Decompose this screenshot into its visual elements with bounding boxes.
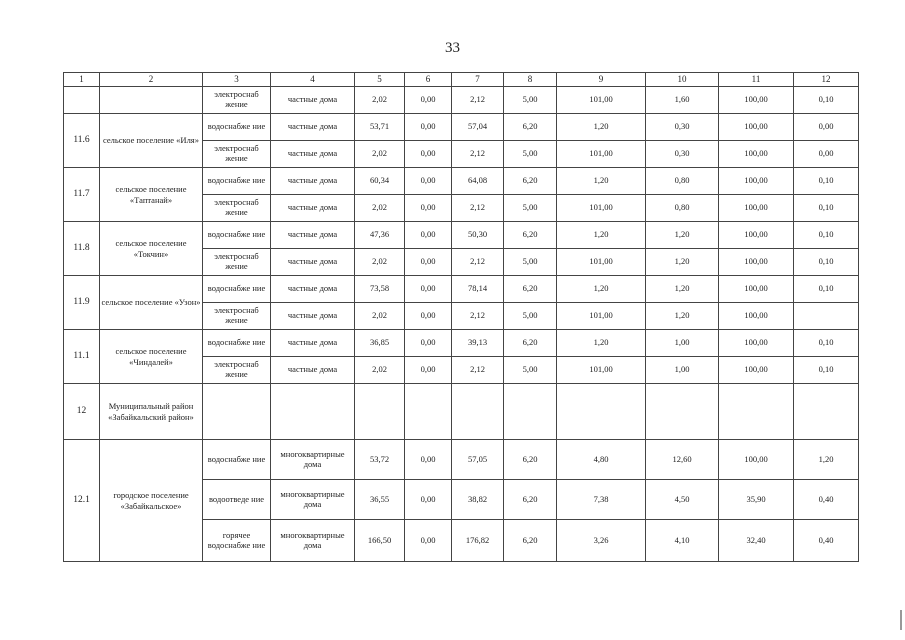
- service-type-cell: электроснаб жение: [203, 141, 271, 168]
- empty-cell: [355, 384, 405, 440]
- value-cell: 0,00: [405, 357, 452, 384]
- value-cell: 0,10: [794, 195, 859, 222]
- service-type-cell: водоснабже ние: [203, 276, 271, 303]
- value-cell: 2,12: [452, 87, 504, 114]
- value-cell: 0,00: [405, 520, 452, 562]
- settlement-name-cell: сельское поселение «Токчин»: [100, 222, 203, 276]
- value-cell: 57,04: [452, 114, 504, 141]
- value-cell: 1,20: [646, 276, 719, 303]
- consumer-category-cell: частные дома: [271, 114, 355, 141]
- consumer-category-cell: частные дома: [271, 195, 355, 222]
- value-cell: 5,00: [504, 141, 557, 168]
- value-cell: 6,20: [504, 168, 557, 195]
- value-cell: 2,12: [452, 357, 504, 384]
- empty-cell: [203, 384, 271, 440]
- service-type-cell: водоснабже ние: [203, 440, 271, 480]
- empty-cell: [452, 384, 504, 440]
- value-cell: 2,02: [355, 87, 405, 114]
- value-cell: 60,34: [355, 168, 405, 195]
- value-cell: 1,20: [646, 303, 719, 330]
- header-cell: 6: [405, 73, 452, 87]
- value-cell: 0,00: [405, 87, 452, 114]
- value-cell: 100,00: [719, 114, 794, 141]
- row-number-cell: 12: [64, 384, 100, 440]
- value-cell: 0,80: [646, 195, 719, 222]
- settlement-name-cell: сельское поселение «Иля»: [100, 114, 203, 168]
- empty-cell: [504, 384, 557, 440]
- value-cell: 100,00: [719, 168, 794, 195]
- value-cell: 100,00: [719, 303, 794, 330]
- value-cell: 35,90: [719, 480, 794, 520]
- value-cell: 1,00: [646, 330, 719, 357]
- value-cell: 0,00: [405, 195, 452, 222]
- consumer-category-cell: частные дома: [271, 249, 355, 276]
- value-cell: 1,20: [557, 222, 646, 249]
- value-cell: 1,00: [646, 357, 719, 384]
- table-row: [64, 168, 859, 195]
- value-cell: 5,00: [504, 357, 557, 384]
- value-cell: 2,12: [452, 303, 504, 330]
- value-cell: 73,58: [355, 276, 405, 303]
- value-cell: 5,00: [504, 303, 557, 330]
- value-cell: 39,13: [452, 330, 504, 357]
- consumer-category-cell: частные дома: [271, 276, 355, 303]
- page-number: 33: [445, 40, 460, 56]
- settlement-name-cell: сельское поселение «Узон»: [100, 276, 203, 330]
- value-cell: 0,10: [794, 87, 859, 114]
- value-cell: 0,00: [405, 114, 452, 141]
- value-cell: 101,00: [557, 249, 646, 276]
- table-row: [64, 330, 859, 357]
- value-cell: 57,05: [452, 440, 504, 480]
- value-cell: 0,00: [405, 480, 452, 520]
- value-cell: 0,10: [794, 222, 859, 249]
- settlement-name-cell: [100, 87, 203, 114]
- value-cell: 36,85: [355, 330, 405, 357]
- value-cell: 0,00: [794, 141, 859, 168]
- value-cell: 0,10: [794, 249, 859, 276]
- value-cell: 6,20: [504, 520, 557, 562]
- header-row: [64, 73, 859, 87]
- value-cell: 4,80: [557, 440, 646, 480]
- value-cell: 2,12: [452, 141, 504, 168]
- value-cell: 0,00: [794, 114, 859, 141]
- value-cell: 0,00: [405, 303, 452, 330]
- value-cell: 100,00: [719, 87, 794, 114]
- service-type-cell: водоснабже ние: [203, 330, 271, 357]
- value-cell: 6,20: [504, 222, 557, 249]
- value-cell: 0,10: [794, 330, 859, 357]
- value-cell: 101,00: [557, 357, 646, 384]
- value-cell: 4,10: [646, 520, 719, 562]
- value-cell: 100,00: [719, 195, 794, 222]
- value-cell: 0,30: [646, 141, 719, 168]
- row-number-cell: 11.1: [64, 330, 100, 384]
- value-cell: 0,80: [646, 168, 719, 195]
- table-row: [64, 114, 859, 141]
- consumer-category-cell: частные дома: [271, 222, 355, 249]
- value-cell: 100,00: [719, 141, 794, 168]
- value-cell: 0,10: [794, 168, 859, 195]
- value-cell: 5,00: [504, 87, 557, 114]
- row-number-cell: [64, 87, 100, 114]
- value-cell: 1,60: [646, 87, 719, 114]
- edge-mark: [900, 610, 902, 630]
- value-cell: 2,12: [452, 195, 504, 222]
- value-cell: 0,00: [405, 330, 452, 357]
- value-cell: 0,40: [794, 520, 859, 562]
- value-cell: 1,20: [557, 168, 646, 195]
- value-cell: 32,40: [719, 520, 794, 562]
- settlement-name-cell: Муниципальный район «Забайкальский район»: [100, 384, 203, 440]
- empty-cell: [646, 384, 719, 440]
- value-cell: 2,02: [355, 303, 405, 330]
- value-cell: 100,00: [719, 222, 794, 249]
- value-cell: 101,00: [557, 87, 646, 114]
- value-cell: 78,14: [452, 276, 504, 303]
- value-cell: 0,00: [405, 440, 452, 480]
- settlement-name-cell: городское поселение «Забайкальское»: [100, 440, 203, 562]
- value-cell: 1,20: [557, 114, 646, 141]
- empty-cell: [271, 384, 355, 440]
- value-cell: 36,55: [355, 480, 405, 520]
- table-row: [64, 276, 859, 303]
- row-number-cell: 11.7: [64, 168, 100, 222]
- table-row: [64, 440, 859, 480]
- service-type-cell: электроснаб жение: [203, 249, 271, 276]
- value-cell: 1,20: [557, 276, 646, 303]
- service-type-cell: электроснаб жение: [203, 87, 271, 114]
- header-cell: 2: [100, 73, 203, 87]
- header-cell: 11: [719, 73, 794, 87]
- value-cell: 4,50: [646, 480, 719, 520]
- service-type-cell: горячее водоснабже ние: [203, 520, 271, 562]
- tariff-table: [63, 72, 859, 562]
- consumer-category-cell: частные дома: [271, 330, 355, 357]
- service-type-cell: водоснабже ние: [203, 114, 271, 141]
- value-cell: 0,00: [405, 222, 452, 249]
- value-cell: 5,00: [504, 195, 557, 222]
- row-number-cell: 11.6: [64, 114, 100, 168]
- value-cell: 2,02: [355, 357, 405, 384]
- value-cell: 1,20: [646, 249, 719, 276]
- empty-cell: [405, 384, 452, 440]
- settlement-name-cell: сельское поселение «Чиндалей»: [100, 330, 203, 384]
- empty-cell: [794, 384, 859, 440]
- value-cell: 100,00: [719, 249, 794, 276]
- value-cell: 3,26: [557, 520, 646, 562]
- value-cell: 0,40: [794, 480, 859, 520]
- value-cell: 64,08: [452, 168, 504, 195]
- value-cell: 6,20: [504, 114, 557, 141]
- value-cell: 38,82: [452, 480, 504, 520]
- value-cell: 176,82: [452, 520, 504, 562]
- value-cell: 0,10: [794, 357, 859, 384]
- header-cell: 4: [271, 73, 355, 87]
- value-cell: 53,72: [355, 440, 405, 480]
- value-cell: 6,20: [504, 480, 557, 520]
- header-cell: 1: [64, 73, 100, 87]
- value-cell: 100,00: [719, 330, 794, 357]
- consumer-category-cell: частные дома: [271, 303, 355, 330]
- value-cell: 2,02: [355, 249, 405, 276]
- value-cell: 6,20: [504, 276, 557, 303]
- value-cell: 1,20: [794, 440, 859, 480]
- row-number-cell: 12.1: [64, 440, 100, 562]
- header-cell: 8: [504, 73, 557, 87]
- value-cell: 6,20: [504, 440, 557, 480]
- consumer-category-cell: многоквартирные дома: [271, 440, 355, 480]
- consumer-category-cell: частные дома: [271, 168, 355, 195]
- service-type-cell: водоснабже ние: [203, 168, 271, 195]
- value-cell: [794, 303, 859, 330]
- header-cell: 7: [452, 73, 504, 87]
- value-cell: 53,71: [355, 114, 405, 141]
- value-cell: 6,20: [504, 330, 557, 357]
- service-type-cell: электроснаб жение: [203, 357, 271, 384]
- table-row: [64, 384, 859, 440]
- table-row: [64, 222, 859, 249]
- table-row: [64, 87, 859, 114]
- empty-cell: [557, 384, 646, 440]
- settlement-name-cell: сельское поселение «Таптанай»: [100, 168, 203, 222]
- row-number-cell: 11.9: [64, 276, 100, 330]
- consumer-category-cell: частные дома: [271, 357, 355, 384]
- value-cell: 2,12: [452, 249, 504, 276]
- value-cell: 0,00: [405, 249, 452, 276]
- value-cell: 12,60: [646, 440, 719, 480]
- consumer-category-cell: частные дома: [271, 87, 355, 114]
- value-cell: 7,38: [557, 480, 646, 520]
- value-cell: 50,30: [452, 222, 504, 249]
- consumer-category-cell: многоквартирные дома: [271, 520, 355, 562]
- value-cell: 100,00: [719, 357, 794, 384]
- header-cell: 10: [646, 73, 719, 87]
- empty-cell: [719, 384, 794, 440]
- value-cell: 100,00: [719, 440, 794, 480]
- value-cell: 0,00: [405, 168, 452, 195]
- value-cell: 0,00: [405, 141, 452, 168]
- value-cell: 5,00: [504, 249, 557, 276]
- value-cell: 0,00: [405, 276, 452, 303]
- value-cell: 1,20: [557, 330, 646, 357]
- service-type-cell: водоотведе ние: [203, 480, 271, 520]
- header-cell: 3: [203, 73, 271, 87]
- service-type-cell: электроснаб жение: [203, 195, 271, 222]
- value-cell: 47,36: [355, 222, 405, 249]
- service-type-cell: электроснаб жение: [203, 303, 271, 330]
- value-cell: 1,20: [646, 222, 719, 249]
- header-cell: 12: [794, 73, 859, 87]
- value-cell: 0,30: [646, 114, 719, 141]
- value-cell: 166,50: [355, 520, 405, 562]
- value-cell: 2,02: [355, 195, 405, 222]
- value-cell: 0,10: [794, 276, 859, 303]
- value-cell: 101,00: [557, 303, 646, 330]
- consumer-category-cell: многоквартирные дома: [271, 480, 355, 520]
- value-cell: 2,02: [355, 141, 405, 168]
- service-type-cell: водоснабже ние: [203, 222, 271, 249]
- value-cell: 101,00: [557, 195, 646, 222]
- consumer-category-cell: частные дома: [271, 141, 355, 168]
- header-cell: 9: [557, 73, 646, 87]
- value-cell: 100,00: [719, 276, 794, 303]
- value-cell: 101,00: [557, 141, 646, 168]
- row-number-cell: 11.8: [64, 222, 100, 276]
- header-cell: 5: [355, 73, 405, 87]
